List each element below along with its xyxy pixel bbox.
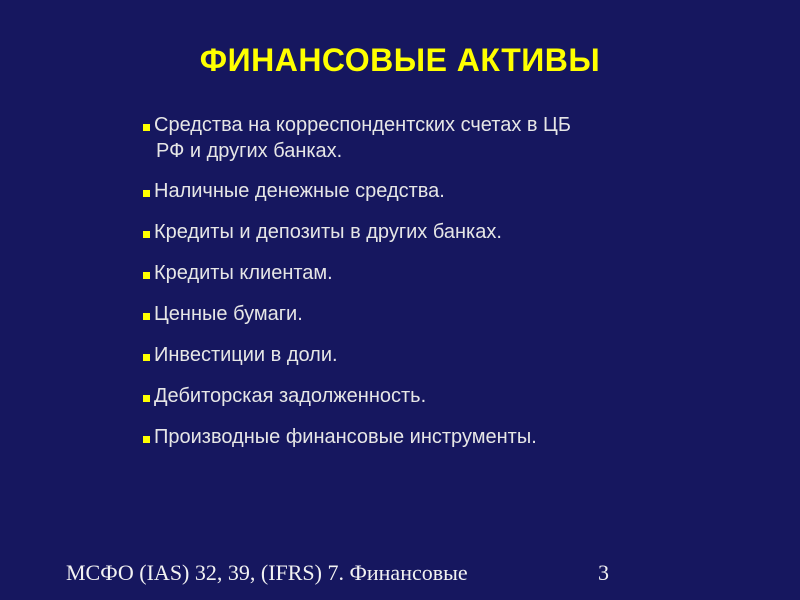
bullet-line: РФ и других банках. bbox=[156, 140, 343, 162]
bullet-text bbox=[154, 112, 703, 164]
bullet-line: Производные финансовые инструменты. bbox=[154, 426, 537, 448]
bullet-line: Дебиторская задолженность. bbox=[154, 385, 427, 407]
slide-title: ФИНАНСОВЫЕ АКТИВЫ bbox=[199, 42, 601, 78]
square-bullet-icon bbox=[143, 395, 150, 402]
bullet-line: Кредиты клиентам. bbox=[154, 262, 333, 284]
square-bullet-icon bbox=[143, 190, 150, 197]
bullet-list bbox=[143, 112, 703, 465]
footer-text: МСФО (IAS) 32, 39, (IFRS) 7. Финансовые bbox=[66, 560, 468, 585]
list-item bbox=[143, 424, 703, 450]
square-bullet-icon bbox=[143, 313, 150, 320]
square-bullet-icon bbox=[143, 354, 150, 361]
list-item bbox=[143, 383, 703, 409]
page-number: 3 bbox=[598, 560, 609, 585]
square-bullet-icon bbox=[143, 436, 150, 443]
bullet-line: Средства на корреспондентских счетах в ЦБ bbox=[154, 114, 571, 136]
list-item bbox=[143, 260, 703, 286]
square-bullet-icon bbox=[143, 272, 150, 279]
square-bullet-icon bbox=[143, 124, 150, 131]
bullet-line: Ценные бумаги. bbox=[154, 303, 303, 325]
bullet-line: Инвестиции в доли. bbox=[154, 344, 338, 366]
bullet-line: Кредиты и депозиты в других банках. bbox=[154, 221, 502, 243]
list-item bbox=[143, 112, 703, 164]
bullet-line: Наличные денежные средства. bbox=[154, 180, 445, 202]
list-item bbox=[143, 219, 703, 245]
list-item bbox=[143, 301, 703, 327]
list-item bbox=[143, 342, 703, 368]
list-item bbox=[143, 178, 703, 204]
square-bullet-icon bbox=[143, 231, 150, 238]
